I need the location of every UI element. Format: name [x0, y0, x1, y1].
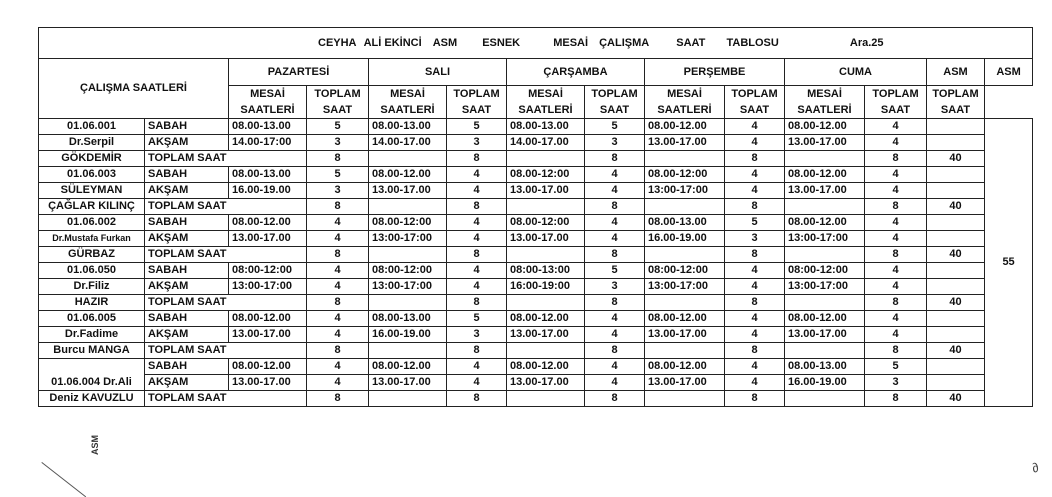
empty-cell	[927, 327, 985, 343]
empty-cell	[927, 231, 985, 247]
shift-hours: 13.00-17.00	[507, 231, 585, 247]
shift-hours-total: 3	[865, 375, 927, 391]
day-total: 8	[447, 295, 507, 311]
empty-cell	[507, 247, 585, 263]
shift-hours: 13.00-17.00	[369, 375, 447, 391]
toplam-subheader: TOPLAM SAAT	[447, 86, 507, 119]
day-total: 8	[725, 151, 785, 167]
day-total: 8	[865, 199, 927, 215]
shift-hours: 13.00-17.00	[785, 327, 865, 343]
empty-cell	[369, 199, 447, 215]
title-part: ALİ EKİNCİ	[363, 36, 422, 49]
shift-hours: 08.00-12.00	[229, 359, 307, 375]
empty-cell	[785, 247, 865, 263]
day-total: 8	[725, 295, 785, 311]
asm-total: 40	[927, 295, 985, 311]
title-part: SAAT	[676, 36, 706, 49]
shift-hours-total: 4	[307, 263, 369, 279]
doctor-name-line: 01.06.003	[39, 167, 145, 183]
day-total: 8	[865, 151, 927, 167]
schedule-table	[38, 27, 1033, 407]
shift-hours-total: 4	[725, 359, 785, 375]
shift-hours: 16.00-19.00	[369, 327, 447, 343]
doctor-name-line: Dr.Filiz	[39, 279, 145, 295]
shift-hours-total: 4	[447, 375, 507, 391]
empty-cell	[927, 119, 985, 135]
shift-hours-total: 4	[865, 279, 927, 295]
shift-hours: 13.00-17.00	[645, 375, 725, 391]
table-row	[39, 391, 1033, 407]
shift-hours: 13.00-17.00	[229, 375, 307, 391]
shift-hours-total: 5	[585, 119, 645, 135]
empty-cell	[927, 375, 985, 391]
doctor-name-line: GÜRBAZ	[39, 247, 145, 263]
asm-total: 40	[927, 199, 985, 215]
shift-hours-total: 4	[307, 311, 369, 327]
shift-hours: 13.00-17.00	[785, 183, 865, 199]
shift-hours: 08.00-13.00	[369, 119, 447, 135]
shift-hours: 08:00-12:00	[369, 263, 447, 279]
shift-hours-total: 4	[865, 215, 927, 231]
table-row	[39, 359, 1033, 375]
shift-hours: 08.00-12.00	[369, 359, 447, 375]
day-header: ÇARŞAMBA	[507, 59, 645, 86]
doctor-name-line: 01.06.050	[39, 263, 145, 279]
shift-hours: 08.00-12:00	[369, 215, 447, 231]
shift-hours-total: 4	[585, 327, 645, 343]
shift-label: SABAH	[145, 311, 229, 327]
doctor-name-line: SÜLEYMAN	[39, 183, 145, 199]
day-total: 8	[447, 391, 507, 407]
shift-hours: 08.00-12.00	[785, 119, 865, 135]
empty-cell	[369, 247, 447, 263]
hours-header: ÇALIŞMA SAATLERİ	[39, 59, 229, 119]
stamp: ASM	[90, 435, 100, 455]
empty-cell	[369, 343, 447, 359]
empty-cell	[785, 343, 865, 359]
table-row	[39, 247, 1033, 263]
total-label: TOPLAM SAAT	[145, 247, 307, 263]
table-row	[39, 135, 1033, 151]
day-total: 8	[307, 391, 369, 407]
table-row	[39, 311, 1033, 327]
empty-cell	[645, 343, 725, 359]
shift-hours-total: 4	[307, 359, 369, 375]
day-header: SALI	[369, 59, 507, 86]
day-total: 8	[307, 199, 369, 215]
shift-hours-total: 4	[585, 167, 645, 183]
mesai-subheader: MESAİ SAATLERİ	[369, 86, 447, 119]
shift-hours: 08.00-13.00	[229, 167, 307, 183]
day-header: PERŞEMBE	[645, 59, 785, 86]
day-header: CUMA	[785, 59, 927, 86]
shift-hours: 13:00-17:00	[229, 279, 307, 295]
table-row	[39, 279, 1033, 295]
shift-hours: 08.00-12.00	[645, 311, 725, 327]
empty-cell	[645, 247, 725, 263]
shift-hours: 13:00-17:00	[369, 231, 447, 247]
empty-cell	[785, 391, 865, 407]
shift-hours-total: 5	[865, 359, 927, 375]
empty-cell	[927, 135, 985, 151]
day-total: 8	[307, 247, 369, 263]
mesai-subheader: MESAİ SAATLERİ	[229, 86, 307, 119]
shift-hours: 16:00-19:00	[507, 279, 585, 295]
asm-total: 40	[927, 343, 985, 359]
title-part: MESAİ	[553, 36, 589, 49]
shift-hours: 08.00-13.00	[229, 119, 307, 135]
shift-hours: 08.00-12.00	[507, 359, 585, 375]
empty-cell	[645, 151, 725, 167]
shift-hours-total: 4	[585, 183, 645, 199]
shift-hours: 13.00-17.00	[229, 231, 307, 247]
empty-cell	[369, 295, 447, 311]
empty-cell	[927, 215, 985, 231]
day-total: 8	[585, 151, 645, 167]
shift-hours-total: 4	[585, 231, 645, 247]
doctor-name-line: ÇAĞLAR KILINÇ	[39, 199, 145, 215]
table-row	[39, 167, 1033, 183]
table-row	[39, 231, 1033, 247]
empty-cell	[927, 183, 985, 199]
table-row	[39, 327, 1033, 343]
shift-hours-total: 4	[307, 327, 369, 343]
day-total: 8	[585, 199, 645, 215]
shift-hours: 13.00-17.00	[229, 327, 307, 343]
doctor-name-line: 01.06.005	[39, 311, 145, 327]
shift-label: AKŞAM	[145, 327, 229, 343]
empty-cell	[785, 199, 865, 215]
empty-cell	[927, 263, 985, 279]
total-label: TOPLAM SAAT	[145, 343, 307, 359]
shift-hours-total: 5	[307, 119, 369, 135]
day-total: 8	[725, 247, 785, 263]
title-part: ESNEK	[482, 36, 521, 49]
shift-hours: 16.00-19.00	[229, 183, 307, 199]
shift-hours-total: 4	[447, 215, 507, 231]
day-total: 8	[725, 343, 785, 359]
shift-hours-total: 4	[307, 375, 369, 391]
shift-hours: 13.00-17.00	[507, 327, 585, 343]
shift-hours: 08.00-12.00	[785, 215, 865, 231]
shift-hours-total: 4	[585, 375, 645, 391]
shift-label: AKŞAM	[145, 135, 229, 151]
toplam-subheader: TOPLAM SAAT	[307, 86, 369, 119]
title-part: ASM	[432, 36, 458, 49]
shift-hours: 13.00-17.00	[785, 135, 865, 151]
shift-hours: 08.00-13.00	[369, 311, 447, 327]
title-period: Ara.25	[849, 36, 884, 49]
empty-cell	[927, 167, 985, 183]
shift-hours-total: 4	[307, 279, 369, 295]
doctor-name-line: Dr.Serpil	[39, 135, 145, 151]
doctor-name-line: Deniz KAVUZLU	[39, 391, 145, 407]
shift-hours: 13.00-17.00	[645, 327, 725, 343]
shift-hours: 13:00-17:00	[785, 279, 865, 295]
doctor-name-line: HAZIR	[39, 295, 145, 311]
shift-hours: 16.00-19.00	[785, 375, 865, 391]
mesai-subheader: MESAİ SAATLERİ	[507, 86, 585, 119]
asm-toplam-subheader: TOPLAM SAAT	[927, 86, 985, 119]
day-total: 8	[447, 151, 507, 167]
empty-cell	[507, 391, 585, 407]
shift-hours: 08.00-12.00	[229, 215, 307, 231]
document-title	[39, 28, 1033, 59]
asm-header-2: ASM	[985, 59, 1033, 86]
shift-hours-total: 4	[447, 359, 507, 375]
shift-hours-total: 4	[725, 119, 785, 135]
table-row	[39, 151, 1033, 167]
shift-hours-total: 3	[307, 135, 369, 151]
asm-header: ASM	[927, 59, 985, 86]
shift-hours: 08:00-13:00	[507, 263, 585, 279]
doctor-name-line: 01.06.002	[39, 215, 145, 231]
shift-hours: 08.00-13.00	[645, 215, 725, 231]
shift-hours: 13.00-17.00	[507, 183, 585, 199]
shift-hours: 08.00-12.00	[369, 167, 447, 183]
shift-hours: 14.00-17.00	[507, 135, 585, 151]
shift-hours-total: 4	[585, 311, 645, 327]
shift-hours-total: 3	[585, 135, 645, 151]
shift-hours-total: 4	[725, 167, 785, 183]
day-total: 8	[447, 199, 507, 215]
table-row	[39, 263, 1033, 279]
total-label: TOPLAM SAAT	[145, 295, 307, 311]
shift-hours: 08.00-12.00	[645, 359, 725, 375]
shift-hours-total: 4	[725, 183, 785, 199]
shift-label: SABAH	[145, 167, 229, 183]
shift-hours-total: 4	[725, 135, 785, 151]
day-total: 8	[865, 295, 927, 311]
shift-hours-total: 4	[865, 135, 927, 151]
toplam-subheader: TOPLAM SAAT	[585, 86, 645, 119]
shift-hours-total: 4	[585, 359, 645, 375]
asm-total: 40	[927, 247, 985, 263]
doctor-name-line: GÖKDEMİR	[39, 151, 145, 167]
shift-hours-total: 4	[307, 231, 369, 247]
shift-hours: 14.00-17:00	[229, 135, 307, 151]
shift-hours-total: 4	[865, 327, 927, 343]
table-row	[39, 215, 1033, 231]
grand-total: 55	[985, 119, 1033, 407]
shift-hours: 08.00-12.00	[229, 311, 307, 327]
shift-hours: 13.00-17.00	[369, 183, 447, 199]
shift-hours: 08.00-12:00	[507, 215, 585, 231]
shift-hours: 13.00-17.00	[645, 135, 725, 151]
empty-cell	[507, 295, 585, 311]
empty-cell	[369, 151, 447, 167]
total-label: TOPLAM SAAT	[145, 391, 307, 407]
doctor-name-line: Dr.Fadime	[39, 327, 145, 343]
empty-cell	[645, 391, 725, 407]
shift-hours-total: 4	[865, 119, 927, 135]
empty-cell	[645, 199, 725, 215]
shift-hours-total: 3	[447, 327, 507, 343]
day-total: 8	[307, 295, 369, 311]
shift-hours-total: 5	[447, 119, 507, 135]
shift-hours: 08.00-12:00	[645, 167, 725, 183]
shift-hours-total: 5	[585, 263, 645, 279]
shift-hours-total: 4	[447, 231, 507, 247]
title-row	[39, 28, 1033, 59]
shift-hours-total: 3	[307, 183, 369, 199]
shift-hours-total: 4	[447, 183, 507, 199]
shift-hours: 08.00-12.00	[785, 167, 865, 183]
table-row	[39, 295, 1033, 311]
shift-label: SABAH	[145, 215, 229, 231]
day-total: 8	[585, 247, 645, 263]
shift-hours-total: 4	[447, 263, 507, 279]
shift-hours-total: 5	[725, 215, 785, 231]
day-total: 8	[725, 391, 785, 407]
title-part: ÇALIŞMA	[599, 36, 650, 49]
day-total: 8	[865, 247, 927, 263]
empty-cell	[927, 359, 985, 375]
shift-hours-total: 4	[725, 263, 785, 279]
day-header: PAZARTESİ	[229, 59, 369, 86]
shift-hours-total: 4	[447, 167, 507, 183]
mesai-subheader: MESAİ SAATLERİ	[785, 86, 865, 119]
shift-hours: 08.00-12.00	[507, 311, 585, 327]
empty-cell	[785, 151, 865, 167]
mesai-subheader: MESAİ SAATLERİ	[645, 86, 725, 119]
shift-label: AKŞAM	[145, 279, 229, 295]
shift-hours: 08.00-13.00	[785, 359, 865, 375]
empty-cell	[369, 391, 447, 407]
shift-hours: 08.00-12.00	[785, 311, 865, 327]
shift-hours: 13:00-17:00	[785, 231, 865, 247]
toplam-subheader: TOPLAM SAAT	[725, 86, 785, 119]
shift-label: AKŞAM	[145, 183, 229, 199]
empty-cell	[507, 199, 585, 215]
day-total: 8	[585, 391, 645, 407]
day-total: 8	[585, 343, 645, 359]
shift-hours-total: 3	[725, 231, 785, 247]
shift-hours: 08.00-12:00	[507, 167, 585, 183]
shift-hours-total: 4	[865, 311, 927, 327]
day-total: 8	[865, 343, 927, 359]
title-part: TABLOSU	[726, 36, 779, 49]
day-total: 8	[447, 343, 507, 359]
shift-hours-total: 5	[447, 311, 507, 327]
shift-hours-total: 4	[865, 231, 927, 247]
shift-hours-total: 3	[585, 279, 645, 295]
shift-hours-total: 4	[725, 279, 785, 295]
signature-mark-icon: ∂	[1029, 459, 1041, 476]
day-header-row	[39, 59, 1033, 86]
table-row	[39, 183, 1033, 199]
shift-hours-total: 5	[307, 167, 369, 183]
table-row	[39, 343, 1033, 359]
shift-hours: 13:00-17:00	[369, 279, 447, 295]
table-row	[39, 119, 1033, 135]
empty-cell	[927, 311, 985, 327]
shift-hours-total: 4	[865, 263, 927, 279]
shift-label: AKŞAM	[145, 375, 229, 391]
shift-hours-total: 4	[725, 311, 785, 327]
empty-cell	[927, 279, 985, 295]
doctor-name-line: Dr.Mustafa Furkan	[39, 231, 145, 247]
table-row	[39, 199, 1033, 215]
empty-cell	[507, 151, 585, 167]
shift-label: SABAH	[145, 119, 229, 135]
shift-hours-total: 4	[447, 279, 507, 295]
shift-label: AKŞAM	[145, 231, 229, 247]
table-row	[39, 375, 1033, 391]
shift-label: SABAH	[145, 359, 229, 375]
shift-hours: 08:00-12:00	[229, 263, 307, 279]
day-total: 8	[865, 391, 927, 407]
shift-hours-total: 3	[447, 135, 507, 151]
shift-hours: 13.00-17.00	[507, 375, 585, 391]
empty-cell	[645, 295, 725, 311]
shift-hours: 16.00-19.00	[645, 231, 725, 247]
asm-total: 40	[927, 151, 985, 167]
shift-hours: 13:00-17:00	[645, 279, 725, 295]
empty-cell	[785, 295, 865, 311]
day-total: 8	[307, 343, 369, 359]
total-label: TOPLAM SAAT	[145, 151, 307, 167]
shift-label: SABAH	[145, 263, 229, 279]
total-label: TOPLAM SAAT	[145, 199, 307, 215]
doctor-name-line: 01.06.004 Dr.Ali	[39, 359, 145, 391]
shift-hours: 08:00-12:00	[785, 263, 865, 279]
shift-hours-total: 4	[725, 375, 785, 391]
day-total: 8	[447, 247, 507, 263]
shift-hours: 14.00-17.00	[369, 135, 447, 151]
shift-hours-total: 4	[865, 167, 927, 183]
shift-hours-total: 4	[865, 183, 927, 199]
shift-hours: 08.00-12.00	[645, 119, 725, 135]
doctor-name-line: Burcu MANGA	[39, 343, 145, 359]
shift-hours: 08:00-12:00	[645, 263, 725, 279]
doctor-name-line: 01.06.001	[39, 119, 145, 135]
asm-total: 40	[927, 391, 985, 407]
day-total: 8	[725, 199, 785, 215]
shift-hours-total: 4	[585, 215, 645, 231]
title-part: CEYHA	[318, 36, 357, 49]
shift-hours: 13:00-17:00	[645, 183, 725, 199]
shift-hours-total: 4	[307, 215, 369, 231]
empty-cell	[507, 343, 585, 359]
shift-hours: 08.00-13.00	[507, 119, 585, 135]
day-total: 8	[307, 151, 369, 167]
shift-hours-total: 4	[725, 327, 785, 343]
day-total: 8	[585, 295, 645, 311]
toplam-subheader: TOPLAM SAAT	[865, 86, 927, 119]
